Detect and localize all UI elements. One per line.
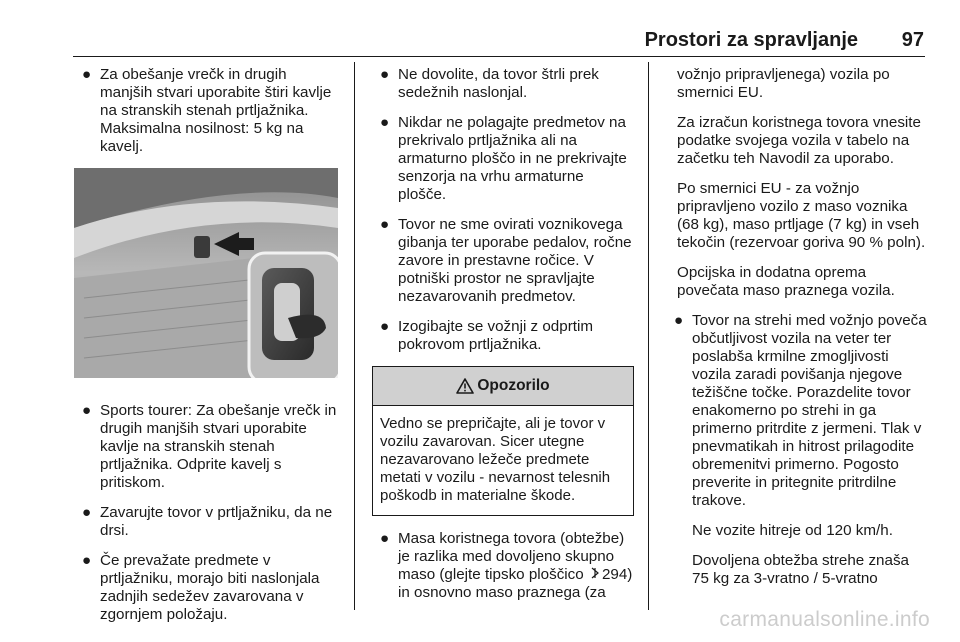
bullet-text: Zavarujte tovor v prtljažniku, da ne drsi. xyxy=(100,504,333,539)
bullet-dot: ● xyxy=(82,504,92,521)
page-header xyxy=(0,0,960,60)
bullet-text: Nikdar ne polagajte predmetov na prekrivalo prtljažnika ali na armaturno ploščo in ne prekrivajte senzorja na vrhu armaturne plošče. xyxy=(398,114,627,203)
bullet-text: Tovor ne sme ovirati voznikovega gibanja ter uporabe pedalov, ročne zavore in prestavne ročice. V potniški prostor ne spravljajte nezavarovanih predmetov. xyxy=(398,216,632,305)
bullet-item xyxy=(74,552,342,624)
header-rule xyxy=(73,56,925,57)
column-1 xyxy=(74,66,342,636)
warning-text: Vedno se prepričajte, ali je tovor v vozilu zavarovan. Sicer utegne nezavarovano ležeče predmete metati v vozilu - nevarnost telesnih poškodb in materialne škode. xyxy=(380,415,611,504)
bullet-text: Izogibajte se vožnji z odprtim pokrovom prtljažnika. xyxy=(398,318,593,353)
bullet-dot: ● xyxy=(380,216,390,233)
column-3 xyxy=(666,66,928,600)
bullet-text-end: ) in osnovno maso praznega (za xyxy=(398,566,633,601)
page-reference-icon xyxy=(590,567,600,579)
warning-box xyxy=(372,366,634,516)
bullet-dot: ● xyxy=(82,402,92,419)
trunk-hook-photo xyxy=(74,168,338,378)
bullet-text: Če prevažate predmete v prtljažniku, morajo biti naslonjala zadnjih sedežev zavarovana v zgornjem položaju. xyxy=(100,552,320,623)
bullet-item xyxy=(372,216,634,306)
bullet-item xyxy=(372,530,634,602)
warning-triangle-icon xyxy=(456,378,474,394)
column-2 xyxy=(372,66,634,614)
watermark: carmanualsonline.info xyxy=(719,608,930,631)
bullet-item xyxy=(372,66,634,102)
bullet-dot: ● xyxy=(380,318,390,335)
bullet-text: Ne dovolite, da tovor štrli prek sedežnih naslonjal. xyxy=(398,66,599,101)
warning-title: Opozorilo xyxy=(477,377,550,394)
bullet-dot: ● xyxy=(674,312,684,329)
bullet-item xyxy=(666,312,928,510)
paragraph: Za izračun koristnega tovora vnesite podatke svojega vozila v tabelo na začetku teh Navodil za uporabo. xyxy=(677,114,921,167)
warning-header xyxy=(373,367,633,406)
page-number: 97 xyxy=(901,29,924,51)
page-reference-link[interactable]: 294 xyxy=(601,566,628,583)
bullet-item xyxy=(74,504,342,540)
bullet-text: Tovor na strehi med vožnjo poveča občutljivost vozila na veter ter poslabša krmilne zmogljivosti vozila zaradi povišanja njegove težiščne točke. Porazdelite tovor enakomerno po strehi in ga primerno pritrdite z jermeni. Tlak v pnevmatikah in hitrost prilagodite obremenitvi primerno. Pogosto preverite in pritegnite pritrdilne trakove. xyxy=(692,312,927,509)
bullet-dot: ● xyxy=(380,114,390,131)
bullet-item xyxy=(74,402,342,492)
bullet-item xyxy=(74,66,342,156)
paragraph: Ne vozite hitreje od 120 km/h. xyxy=(692,522,893,539)
bullet-text-start: Masa koristnega tovora (obtežbe) je razlika med dovoljeno skupno maso (glejte tipsko ploščico xyxy=(398,530,625,583)
paragraph: Opcijska in dodatna oprema povečata maso praznega vozila. xyxy=(677,264,895,299)
paragraph: vožnjo pripravljenega) vozila po smernici EU. xyxy=(677,66,890,101)
paragraph: Po smernici EU - za vožnjo pripravljeno vozilo z maso voznika (68 kg), maso prtljage (7 kg) in vseh tekočin (rezervoar goriva 90 % poln). xyxy=(677,180,926,251)
bullet-item xyxy=(372,318,634,354)
column-divider-2 xyxy=(648,62,649,610)
bullet-dot: ● xyxy=(380,530,390,547)
paragraph: Dovoljena obtežba strehe znaša 75 kg za 3-vratno / 5-vratno xyxy=(692,552,909,587)
bullet-dot: ● xyxy=(82,66,92,83)
page-title: Prostori za spravljanje xyxy=(644,29,858,51)
bullet-dot: ● xyxy=(82,552,92,569)
column-divider-1 xyxy=(354,62,355,610)
bullet-text: Za obešanje vrečk in drugih manjših stvari uporabite štiri kavlje na stranskih stenah prtljažnika. Maksimalna nosilnost: 5 kg na kavelj. xyxy=(100,66,332,155)
bullet-dot: ● xyxy=(380,66,390,83)
bullet-item xyxy=(372,114,634,204)
bullet-text: Sports tourer: Za obešanje vrečk in drugih manjših stvari uporabite kavlje na stranskih stenah prtljažnika. Odprite kavelj s pritiskom. xyxy=(100,402,337,491)
